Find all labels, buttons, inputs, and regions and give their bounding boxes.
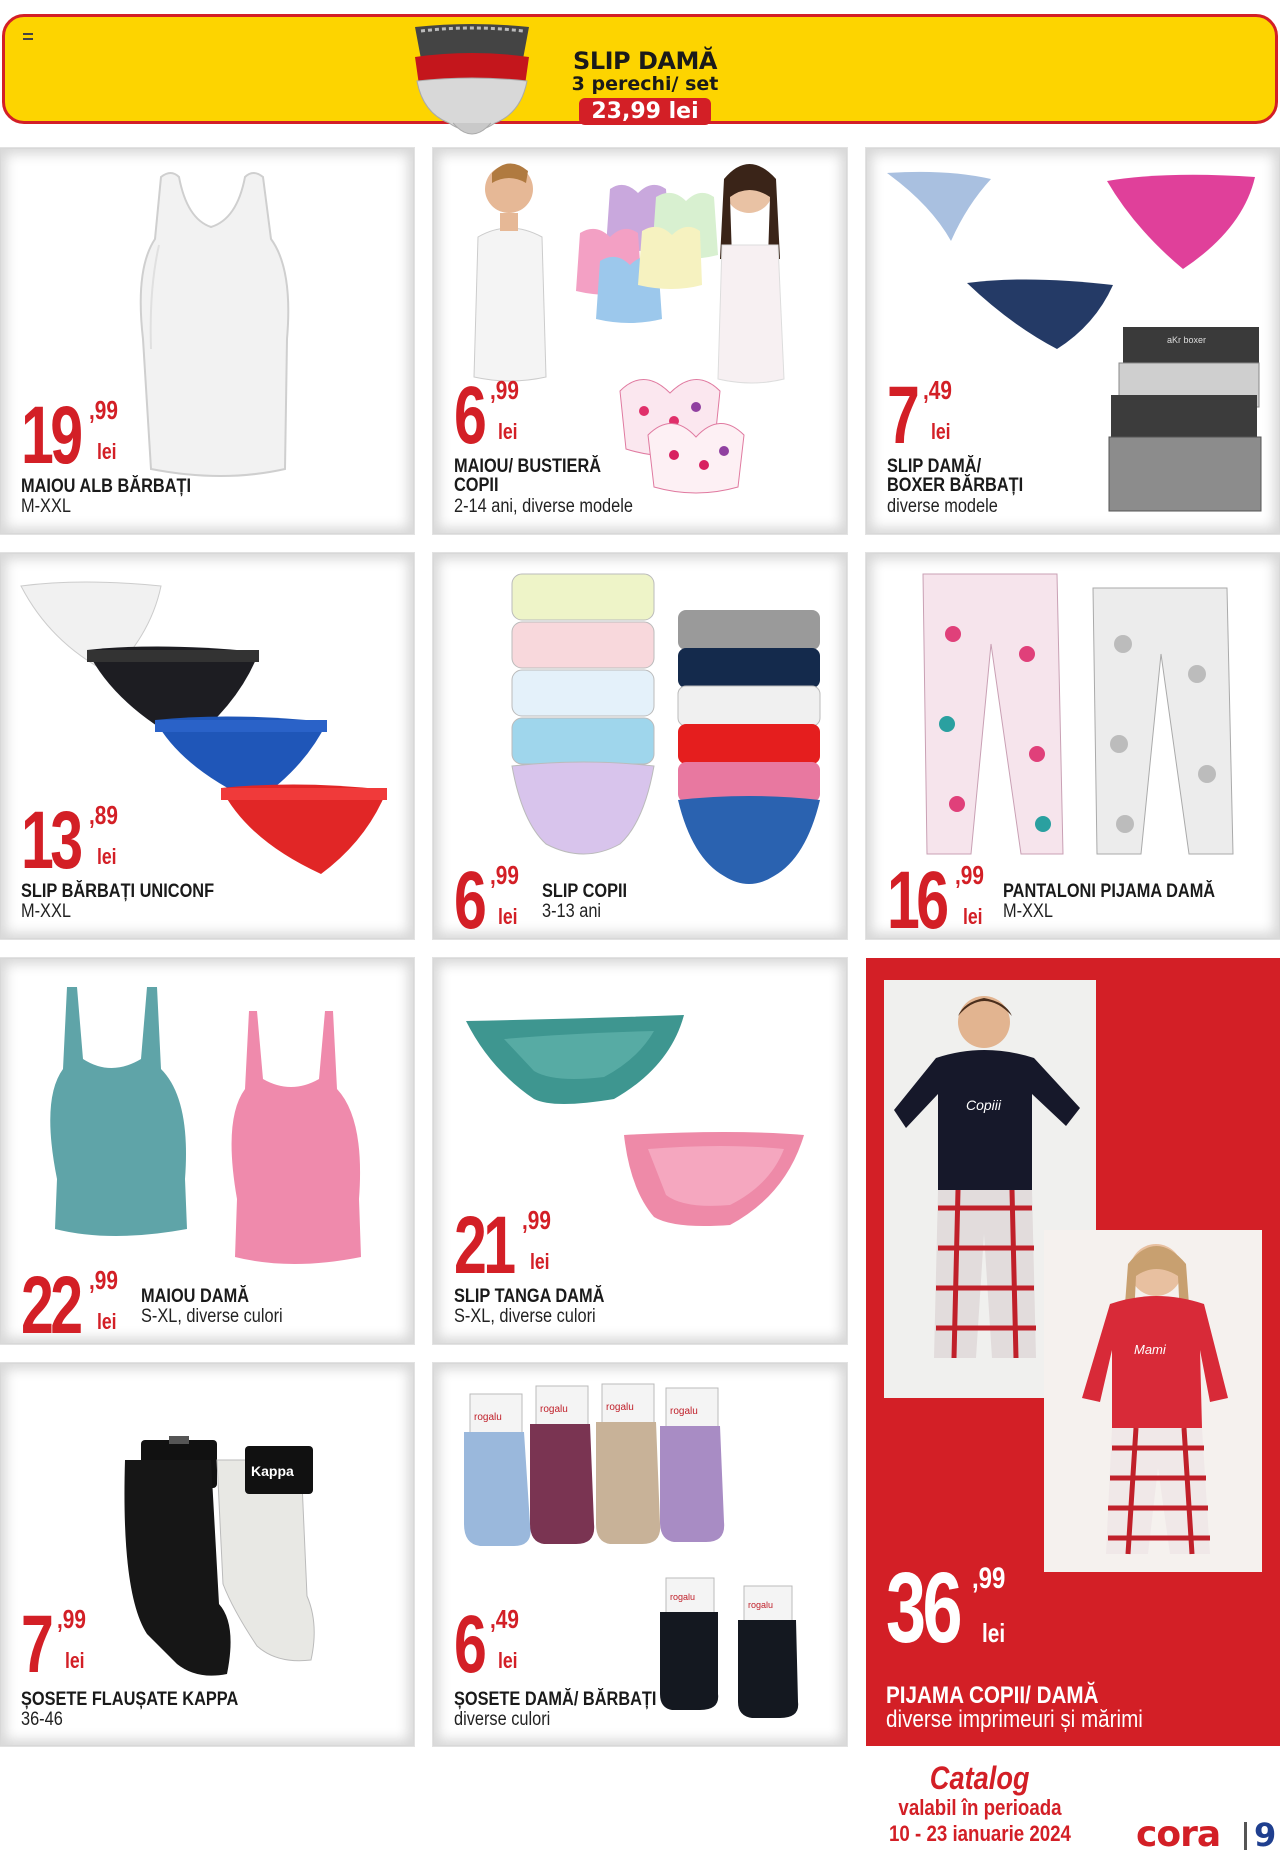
catalog-validity bbox=[860, 1760, 1100, 1847]
price-integer: 16 bbox=[887, 855, 946, 939]
price-currency: lei bbox=[498, 419, 518, 444]
price-decimals: ,99 bbox=[57, 1604, 86, 1634]
top-banner bbox=[2, 14, 1278, 124]
page-number: 9 bbox=[1254, 1816, 1277, 1854]
product-card-pantaloni-pijama[interactable] bbox=[866, 553, 1280, 939]
product-size: diverse culori bbox=[454, 1709, 551, 1730]
product-name: SLIP BĂRBAȚI UNICONF bbox=[21, 881, 215, 902]
validity-dates: 10 - 23 ianuarie 2024 bbox=[889, 1821, 1071, 1846]
price-decimals: ,99 bbox=[490, 375, 519, 405]
validity-label: valabil în perioada bbox=[898, 1795, 1062, 1820]
price-currency: lei bbox=[65, 1648, 85, 1673]
price-decimals: ,99 bbox=[89, 1265, 118, 1295]
price-decimals: ,99 bbox=[522, 1205, 551, 1235]
price bbox=[454, 370, 519, 461]
price-decimals: ,99 bbox=[89, 395, 118, 425]
price bbox=[887, 855, 984, 939]
product-card-maiou-dama[interactable] bbox=[0, 958, 414, 1344]
price-integer: 13 bbox=[21, 795, 80, 886]
briefs-set-image bbox=[409, 21, 535, 151]
price-integer: 6 bbox=[454, 1599, 484, 1690]
promo-card-pijama[interactable] bbox=[866, 958, 1280, 1746]
rogalu-tag-5: rogalu bbox=[670, 1592, 696, 1602]
product-name: PIJAMA COPII/ DAMĂ bbox=[886, 1682, 1099, 1709]
price-decimals: ,99 bbox=[955, 860, 984, 890]
product-size: 3-13 ani bbox=[542, 901, 602, 922]
price-currency: lei bbox=[498, 1648, 518, 1673]
rogalu-tag-6: rogalu bbox=[748, 1600, 774, 1610]
product-card-maiou-alb[interactable] bbox=[0, 148, 414, 534]
price-decimals: ,99 bbox=[490, 860, 519, 890]
banner-subtitle: 3 perechi/ set bbox=[571, 73, 719, 95]
rogalu-tag-1: rogalu bbox=[474, 1412, 502, 1423]
product-name: MAIOU DAMĂ bbox=[141, 1286, 250, 1307]
price bbox=[21, 1599, 86, 1690]
product-size: diverse modele bbox=[887, 496, 998, 517]
price-integer: 22 bbox=[21, 1260, 80, 1344]
kappa-label-white: Kappa bbox=[251, 1463, 294, 1479]
product-size: 36-46 bbox=[21, 1709, 63, 1730]
kids-shirt-print: Copiii bbox=[966, 1097, 1002, 1113]
logo-divider bbox=[1244, 1822, 1247, 1850]
price-currency: lei bbox=[97, 1309, 117, 1334]
price-currency: lei bbox=[97, 844, 117, 869]
product-size: M-XXL bbox=[21, 901, 71, 922]
cora-logo: cora bbox=[1136, 1814, 1221, 1855]
menu-icon bbox=[23, 33, 33, 40]
price-decimals: ,99 bbox=[972, 1562, 1006, 1595]
product-size: M-XXL bbox=[1003, 901, 1053, 922]
price-currency: lei bbox=[498, 904, 518, 929]
rogalu-tag-3: rogalu bbox=[606, 1402, 634, 1413]
product-name-line2: BOXER BĂRBAȚI bbox=[887, 475, 1024, 496]
product-name: MAIOU/ BUSTIERĂ bbox=[454, 456, 602, 477]
price-integer: 6 bbox=[454, 855, 484, 939]
product-card-slip-barbati[interactable] bbox=[0, 553, 414, 939]
boxer-waistband-label: aKr boxer bbox=[1167, 335, 1207, 345]
price-decimals: ,49 bbox=[923, 375, 952, 405]
banner-price-badge: 23,99 lei bbox=[579, 98, 710, 125]
price-currency: lei bbox=[982, 1618, 1006, 1648]
product-size: S-XL, diverse culori bbox=[454, 1306, 596, 1327]
price bbox=[886, 1552, 1006, 1664]
product-card-slip-copii[interactable] bbox=[433, 553, 847, 939]
product-card-sosete-kappa[interactable] bbox=[0, 1363, 414, 1746]
product-card-maiou-copii[interactable] bbox=[433, 148, 847, 534]
product-name: PANTALONI PIJAMA DAMĂ bbox=[1003, 881, 1216, 902]
product-name: MAIOU ALB BĂRBAȚI bbox=[21, 476, 192, 497]
product-size: S-XL, diverse culori bbox=[141, 1306, 283, 1327]
price-integer: 6 bbox=[454, 370, 484, 461]
price-integer: 36 bbox=[886, 1552, 959, 1664]
price bbox=[21, 390, 118, 481]
price bbox=[454, 1200, 551, 1291]
product-name: ȘOSETE DAMĂ/ BĂRBAȚI bbox=[454, 1689, 657, 1710]
product-name: SLIP COPII bbox=[542, 881, 628, 902]
banner-title: SLIP DAMĂ bbox=[573, 47, 717, 75]
price bbox=[21, 795, 118, 886]
price bbox=[454, 1599, 519, 1690]
product-card-sosete-rogalu[interactable] bbox=[433, 1363, 847, 1746]
product-card-slip-tanga[interactable] bbox=[433, 958, 847, 1344]
price-currency: lei bbox=[530, 1249, 550, 1274]
product-name: ȘOSETE FLAUȘATE KAPPA bbox=[21, 1689, 239, 1710]
price bbox=[887, 370, 952, 461]
price-integer: 21 bbox=[454, 1200, 513, 1291]
product-name-line2: COPII bbox=[454, 475, 499, 496]
price bbox=[21, 1260, 118, 1344]
price bbox=[454, 855, 519, 939]
price-currency: lei bbox=[931, 419, 951, 444]
rogalu-tag-4: rogalu bbox=[670, 1406, 698, 1417]
product-card-slip-boxer[interactable] bbox=[866, 148, 1280, 534]
price-decimals: ,49 bbox=[490, 1604, 519, 1634]
price-currency: lei bbox=[97, 439, 117, 464]
product-size: 2-14 ani, diverse modele bbox=[454, 496, 633, 517]
product-name: SLIP DAMĂ/ bbox=[887, 456, 982, 477]
price-decimals: ,89 bbox=[89, 800, 118, 830]
price-currency: lei bbox=[963, 904, 983, 929]
product-size: diverse imprimeuri și mărimi bbox=[886, 1706, 1143, 1733]
mom-shirt-print: Mami bbox=[1134, 1342, 1166, 1357]
catalog-title: Catalog bbox=[930, 1760, 1030, 1796]
price-integer: 7 bbox=[21, 1599, 51, 1690]
price-integer: 19 bbox=[21, 390, 80, 481]
rogalu-tag-2: rogalu bbox=[540, 1404, 568, 1415]
product-size: M-XXL bbox=[21, 496, 71, 517]
price-integer: 7 bbox=[887, 370, 917, 461]
product-name: SLIP TANGA DAMĂ bbox=[454, 1286, 605, 1307]
